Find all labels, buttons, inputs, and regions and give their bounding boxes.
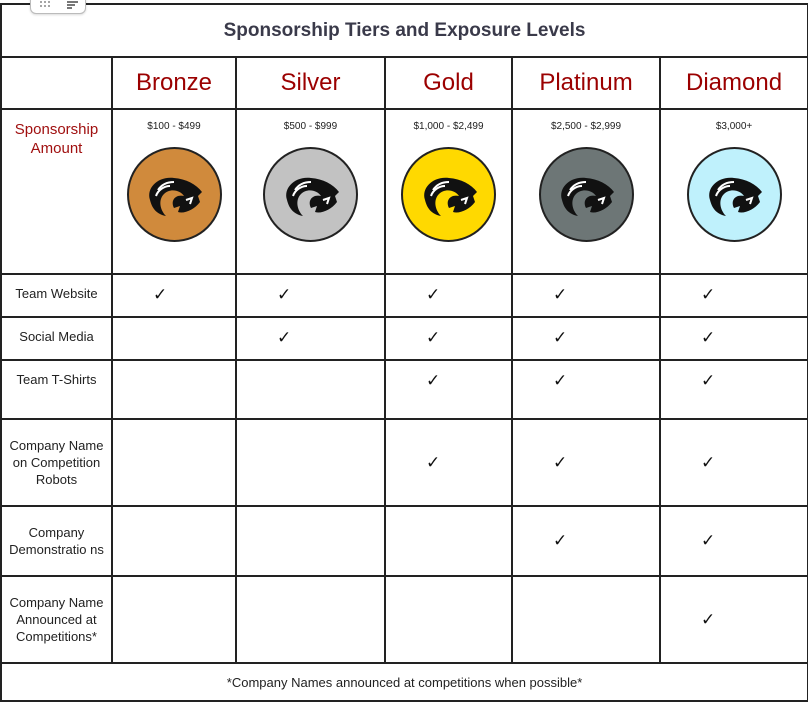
benefit-check-cell (112, 419, 236, 506)
tier-price: $1,000 - $2,499 (413, 121, 484, 132)
checkmark-icon: ✓ (701, 371, 716, 390)
benefit-check-cell (112, 506, 236, 576)
benefit-check-cell (236, 576, 385, 663)
benefit-check-cell (385, 360, 512, 419)
cougar-head-icon (700, 170, 768, 220)
tier-price-cell (660, 109, 808, 274)
tier-name-gold: Gold (385, 57, 512, 109)
benefit-row (1, 360, 808, 419)
checkmark-icon: ✓ (277, 285, 292, 304)
checkmark-icon: ✓ (553, 452, 568, 472)
tier-medal-diamond (687, 147, 782, 242)
benefit-label: Company Name Announced at Competitions* (1, 576, 112, 663)
checkmark-icon: ✓ (153, 285, 168, 304)
list-icon[interactable] (67, 1, 78, 9)
cougar-head-icon (415, 170, 483, 220)
benefit-label: Team T-Shirts (1, 360, 112, 419)
tier-price-cell (112, 109, 236, 274)
tier-medal-gold (401, 147, 496, 242)
benefit-check-cell (112, 317, 236, 360)
benefit-check-cell (660, 506, 808, 576)
sponsorship-tiers-table (0, 3, 808, 702)
benefit-check-cell (236, 274, 385, 317)
tier-price: $3,000+ (715, 121, 753, 132)
checkmark-icon: ✓ (426, 371, 441, 390)
tier-price-cell (385, 109, 512, 274)
checkmark-icon: ✓ (701, 531, 716, 550)
benefit-check-cell (385, 274, 512, 317)
benefit-check-cell (660, 274, 808, 317)
benefit-check-cell (512, 419, 660, 506)
benefit-check-cell (512, 360, 660, 419)
benefit-row (1, 317, 808, 360)
checkmark-icon: ✓ (553, 531, 568, 550)
tier-price: $500 - $999 (283, 121, 338, 132)
document-toolbar-tab[interactable] (30, 0, 86, 14)
benefit-check-cell (385, 576, 512, 663)
checkmark-icon: ✓ (553, 328, 568, 347)
checkmark-icon: ✓ (553, 371, 568, 390)
tier-name-platinum: Platinum (512, 57, 660, 109)
benefit-check-cell (236, 317, 385, 360)
benefit-check-cell (385, 419, 512, 506)
checkmark-icon: ✓ (426, 285, 441, 304)
checkmark-icon: ✓ (701, 285, 716, 304)
benefit-check-cell (385, 506, 512, 576)
checkmark-icon: ✓ (701, 328, 716, 347)
tier-medal-bronze (127, 147, 222, 242)
tier-price: $2,500 - $2,999 (550, 121, 622, 132)
benefit-check-cell (236, 506, 385, 576)
benefit-check-cell (112, 576, 236, 663)
benefit-row (1, 506, 808, 576)
tier-price-cell (512, 109, 660, 274)
tier-price: $100 - $499 (147, 121, 201, 132)
checkmark-icon: ✓ (426, 328, 441, 347)
checkmark-icon: ✓ (701, 609, 716, 629)
tier-medal-silver (263, 147, 358, 242)
tier-price-cell (236, 109, 385, 274)
tier-header-row (1, 57, 808, 109)
benefit-label: Company Demonstratio ns (1, 506, 112, 576)
benefit-label: Team Website (1, 274, 112, 317)
tier-name-silver: Silver (236, 57, 385, 109)
sponsorship-amount-label: Sponsorship Amount (1, 109, 112, 274)
checkmark-icon: ✓ (426, 452, 441, 472)
footnote-row (1, 663, 808, 701)
table-title: Sponsorship Tiers and Exposure Levels (1, 4, 808, 57)
benefit-check-cell (385, 317, 512, 360)
benefit-check-cell (236, 419, 385, 506)
benefit-label: Company Name on Competition Robots (1, 419, 112, 506)
benefit-row (1, 419, 808, 506)
benefit-row (1, 274, 808, 317)
benefit-check-cell (660, 317, 808, 360)
tier-name-diamond: Diamond (660, 57, 808, 109)
cougar-head-icon (140, 170, 208, 220)
checkmark-icon: ✓ (553, 285, 568, 304)
empty-corner-cell (1, 57, 112, 109)
benefit-check-cell (512, 506, 660, 576)
benefit-check-cell (660, 360, 808, 419)
sponsorship-amount-row (1, 109, 808, 274)
benefit-check-cell (236, 360, 385, 419)
tier-medal-platinum (539, 147, 634, 242)
benefit-label: Social Media (1, 317, 112, 360)
checkmark-icon: ✓ (701, 452, 716, 472)
benefit-check-cell (112, 360, 236, 419)
footnote: *Company Names announced at competitions when possible* (1, 663, 808, 701)
cougar-head-icon (277, 170, 345, 220)
benefit-row (1, 576, 808, 663)
benefit-check-cell (660, 419, 808, 506)
benefit-check-cell (512, 274, 660, 317)
benefit-check-cell (112, 274, 236, 317)
tier-name-bronze: Bronze (112, 57, 236, 109)
cougar-head-icon (552, 170, 620, 220)
benefit-check-cell (512, 576, 660, 663)
grid-icon[interactable] (40, 1, 52, 9)
benefit-check-cell (512, 317, 660, 360)
checkmark-icon: ✓ (277, 328, 292, 347)
benefit-check-cell (660, 576, 808, 663)
